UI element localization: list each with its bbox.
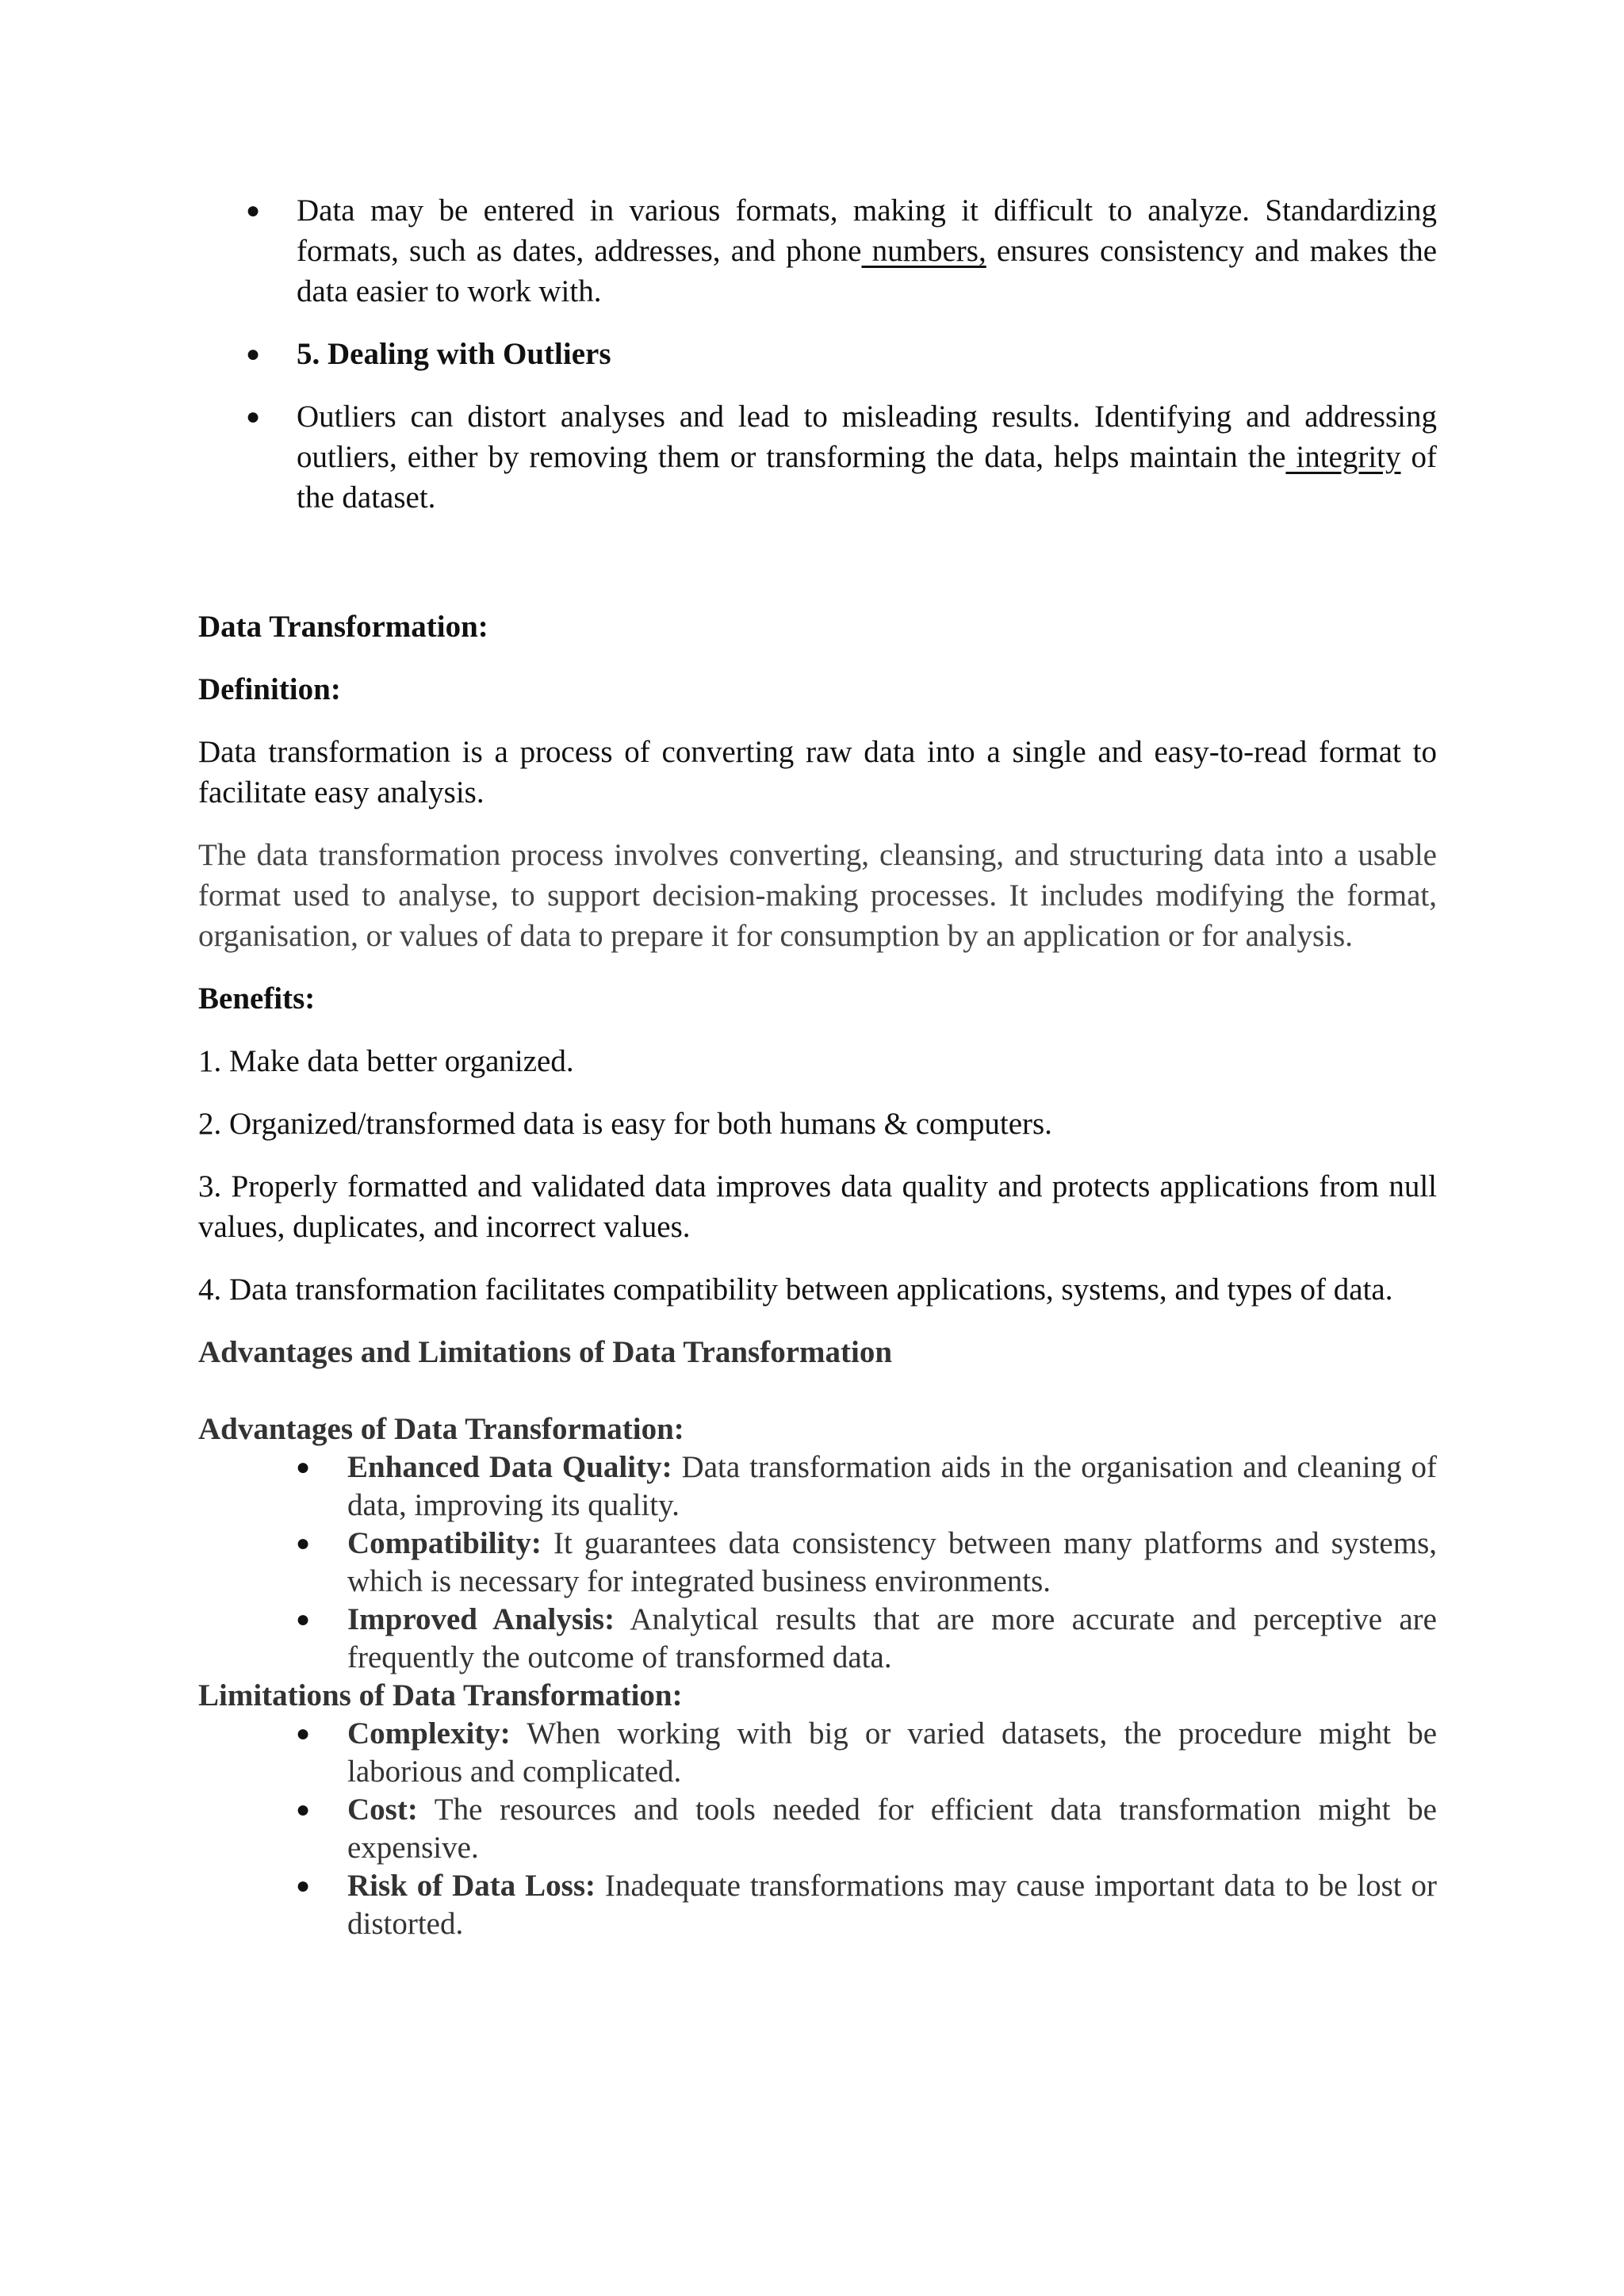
bullet-icon: ●	[246, 341, 261, 367]
limitation-desc: Inadequate transformations may cause important data to be lost or distorted.	[347, 1869, 1437, 1941]
limitation-term: Complexity:	[347, 1716, 511, 1751]
advantage-desc: It guarantees data consistency between many platforms and systems, which is necessary for integrated business environments.	[347, 1526, 1437, 1598]
advantages-heading: Advantages of Data Transformation:	[198, 1412, 684, 1446]
limitation-item	[198, 1715, 1437, 1791]
list-item	[198, 334, 1437, 374]
list-item-text: ensures consistency and makes the data easier to work with.	[297, 234, 1437, 308]
section-title: Data Transformation:	[198, 610, 488, 644]
benefit-item: 3. Properly formatted and validated data improves data quality and protects applications from null values, duplicates, and incorrect values.	[198, 1169, 1437, 1244]
benefit-item: 1. Make data better organized.	[198, 1044, 574, 1078]
process-text: The data transformation process involves converting, cleansing, and structuring data into a usable format used to analyse, to support decision-making processes. It includes modifying the format, organisation, or values of data to prepare it for consumption by an application or for analysis.	[198, 838, 1437, 953]
limitation-item	[198, 1867, 1437, 1943]
bullet-icon: ●	[296, 1530, 311, 1556]
bullet-icon: ●	[296, 1873, 311, 1899]
list-item-text: Outliers can distort analyses and lead to misleading results. Identifying and addressing outliers, either by removing them or transforming the data, helps maintain the	[297, 400, 1437, 474]
top-bullet-list	[198, 190, 1437, 518]
advantage-term: Improved Analysis:	[347, 1602, 615, 1636]
advantage-desc: Data transformation aids in the organisation and cleaning of data, improving its quality.	[347, 1450, 1438, 1522]
list-item-text: of the dataset.	[297, 440, 1437, 515]
bullet-icon: ●	[296, 1797, 311, 1823]
limitation-desc: When working with big or varied datasets, the procedure might be laborious and complicated.	[347, 1716, 1437, 1789]
advantage-desc: Analytical results that are more accurate and perceptive are frequently the outcome of transformed data.	[347, 1602, 1437, 1674]
hyperlink-numbers[interactable]: numbers,	[861, 234, 986, 268]
advantage-item	[198, 1448, 1437, 1525]
limitations-heading: Limitations of Data Transformation:	[198, 1678, 683, 1712]
document-page	[198, 190, 1437, 1943]
outliers-heading: 5. Dealing with Outliers	[297, 337, 611, 371]
list-item	[198, 396, 1437, 518]
limitation-desc: The resources and tools needed for efficient data transformation might be expensive.	[347, 1793, 1437, 1865]
limitation-term: Risk of Data Loss:	[347, 1869, 596, 1903]
adv-lim-heading: Advantages and Limitations of Data Transformation	[198, 1335, 893, 1369]
advantage-item	[198, 1525, 1437, 1601]
benefits-heading: Benefits:	[198, 982, 316, 1016]
list-item	[198, 190, 1437, 312]
limitations-list	[198, 1715, 1437, 1943]
bullet-icon: ●	[296, 1454, 311, 1480]
definition-heading: Definition:	[198, 672, 341, 706]
limitation-term: Cost:	[347, 1793, 418, 1827]
benefit-item: 2. Organized/transformed data is easy for both humans & computers.	[198, 1107, 1052, 1141]
advantages-list	[198, 1448, 1437, 1677]
definition-text: Data transformation is a process of converting raw data into a single and easy-to-read format to facilitate easy analysis.	[198, 735, 1437, 809]
advantage-item	[198, 1601, 1437, 1677]
bullet-icon: ●	[246, 404, 261, 430]
benefit-item: 4. Data transformation facilitates compatibility between applications, systems, and types of data.	[198, 1272, 1393, 1307]
advantage-term: Compatibility:	[347, 1526, 542, 1560]
list-item-text: Data may be entered in various formats, making it difficult to analyze. Standardizing formats, such as dates, addresses, and phone	[297, 193, 1437, 268]
spacer	[198, 540, 1437, 607]
bullet-icon: ●	[296, 1606, 311, 1632]
bullet-icon: ●	[246, 197, 261, 224]
bullet-icon: ●	[296, 1720, 311, 1747]
limitation-item	[198, 1791, 1437, 1867]
advantage-term: Enhanced Data Quality:	[347, 1450, 672, 1484]
hyperlink-integrity[interactable]: integrity	[1285, 440, 1401, 474]
